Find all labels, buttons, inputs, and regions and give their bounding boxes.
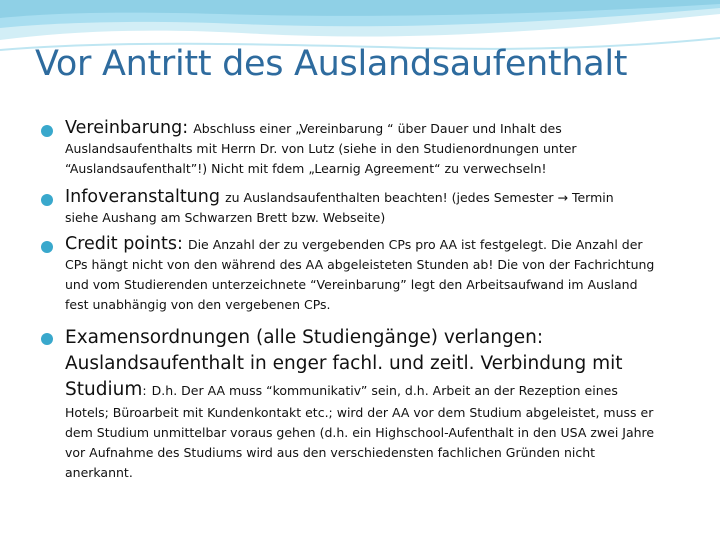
bullet-heading: Vereinbarung: xyxy=(65,118,189,138)
bullet-heading: Examensordnungen (alle Studiengänge) verlangen: xyxy=(65,327,544,348)
bullet-dot-icon xyxy=(41,241,53,253)
bullet-text: Hotels; Büroarbeit mit Kundenkontakt etc.; wird der AA vor dem Studium abgeleistet, muss er xyxy=(65,405,654,420)
bullet-text: siehe Aushang am Schwarzen Brett bzw. Webseite) xyxy=(65,210,386,225)
bullet-text: und vom Studierenden unterzeichnete “Vereinbarung” legt den Arbeitsaufwand im Ausland xyxy=(65,277,638,292)
bullet-vereinbarung xyxy=(40,118,700,179)
bullet-colon: : xyxy=(142,383,147,398)
bullet-text: anerkannt. xyxy=(65,465,133,480)
bullet-heading: Credit points: xyxy=(65,234,183,254)
bullet-text: zu Auslandsaufenthalten beachten! (jedes Semester → Termin xyxy=(225,190,614,205)
bullet-credit-points xyxy=(40,234,700,315)
bullet-examensordnungen xyxy=(40,325,700,483)
bullet-infoveranstaltung xyxy=(40,187,700,228)
bullet-text: dem Studium unmittelbar voraus gehen (d.h. ein Highschool-Aufenthalt in den USA zwei Jahre xyxy=(65,425,655,440)
bullet-text: Abschluss einer „Vereinbarung “ über Dauer und Inhalt des xyxy=(193,121,562,136)
bullet-dot-icon xyxy=(41,333,53,345)
bullet-text: Auslandsaufenthalts mit Herrn Dr. von Lutz (siehe in den Studienordnungen unter xyxy=(65,141,577,156)
bullet-dot-icon xyxy=(41,125,53,137)
bullet-text: fest unabhängig von den vergebenen CPs. xyxy=(65,297,331,312)
bullet-heading: Infoveranstaltung xyxy=(65,187,220,207)
bullet-heading: Auslandsaufenthalt in enger fachl. und zeitl. Verbindung mit xyxy=(65,353,623,374)
bullet-text: D.h. Der AA muss “kommunikativ” sein, d.h. Arbeit an der Rezeption eines xyxy=(151,383,618,398)
slide-title: Vor Antritt des Auslandsaufenthalt xyxy=(35,44,628,84)
bullet-list xyxy=(40,118,700,483)
bullet-text: “Auslandsaufenthalt”!) Nicht mit fdem „Learnig Agreement“ zu verwechseln! xyxy=(65,161,547,176)
bullet-text: vor Aufnahme des Studiums wird aus den verschiedensten fachlichen Gründen nicht xyxy=(65,445,596,460)
bullet-dot-icon xyxy=(41,194,53,206)
bullet-heading: Studium xyxy=(65,379,143,400)
bullet-text: Die Anzahl der zu vergebenden CPs pro AA ist festgelegt. Die Anzahl der xyxy=(187,237,643,252)
bullet-text: CPs hängt nicht von den während des AA abgeleisteten Stunden ab! Die von der Fachrichtung xyxy=(65,257,655,272)
